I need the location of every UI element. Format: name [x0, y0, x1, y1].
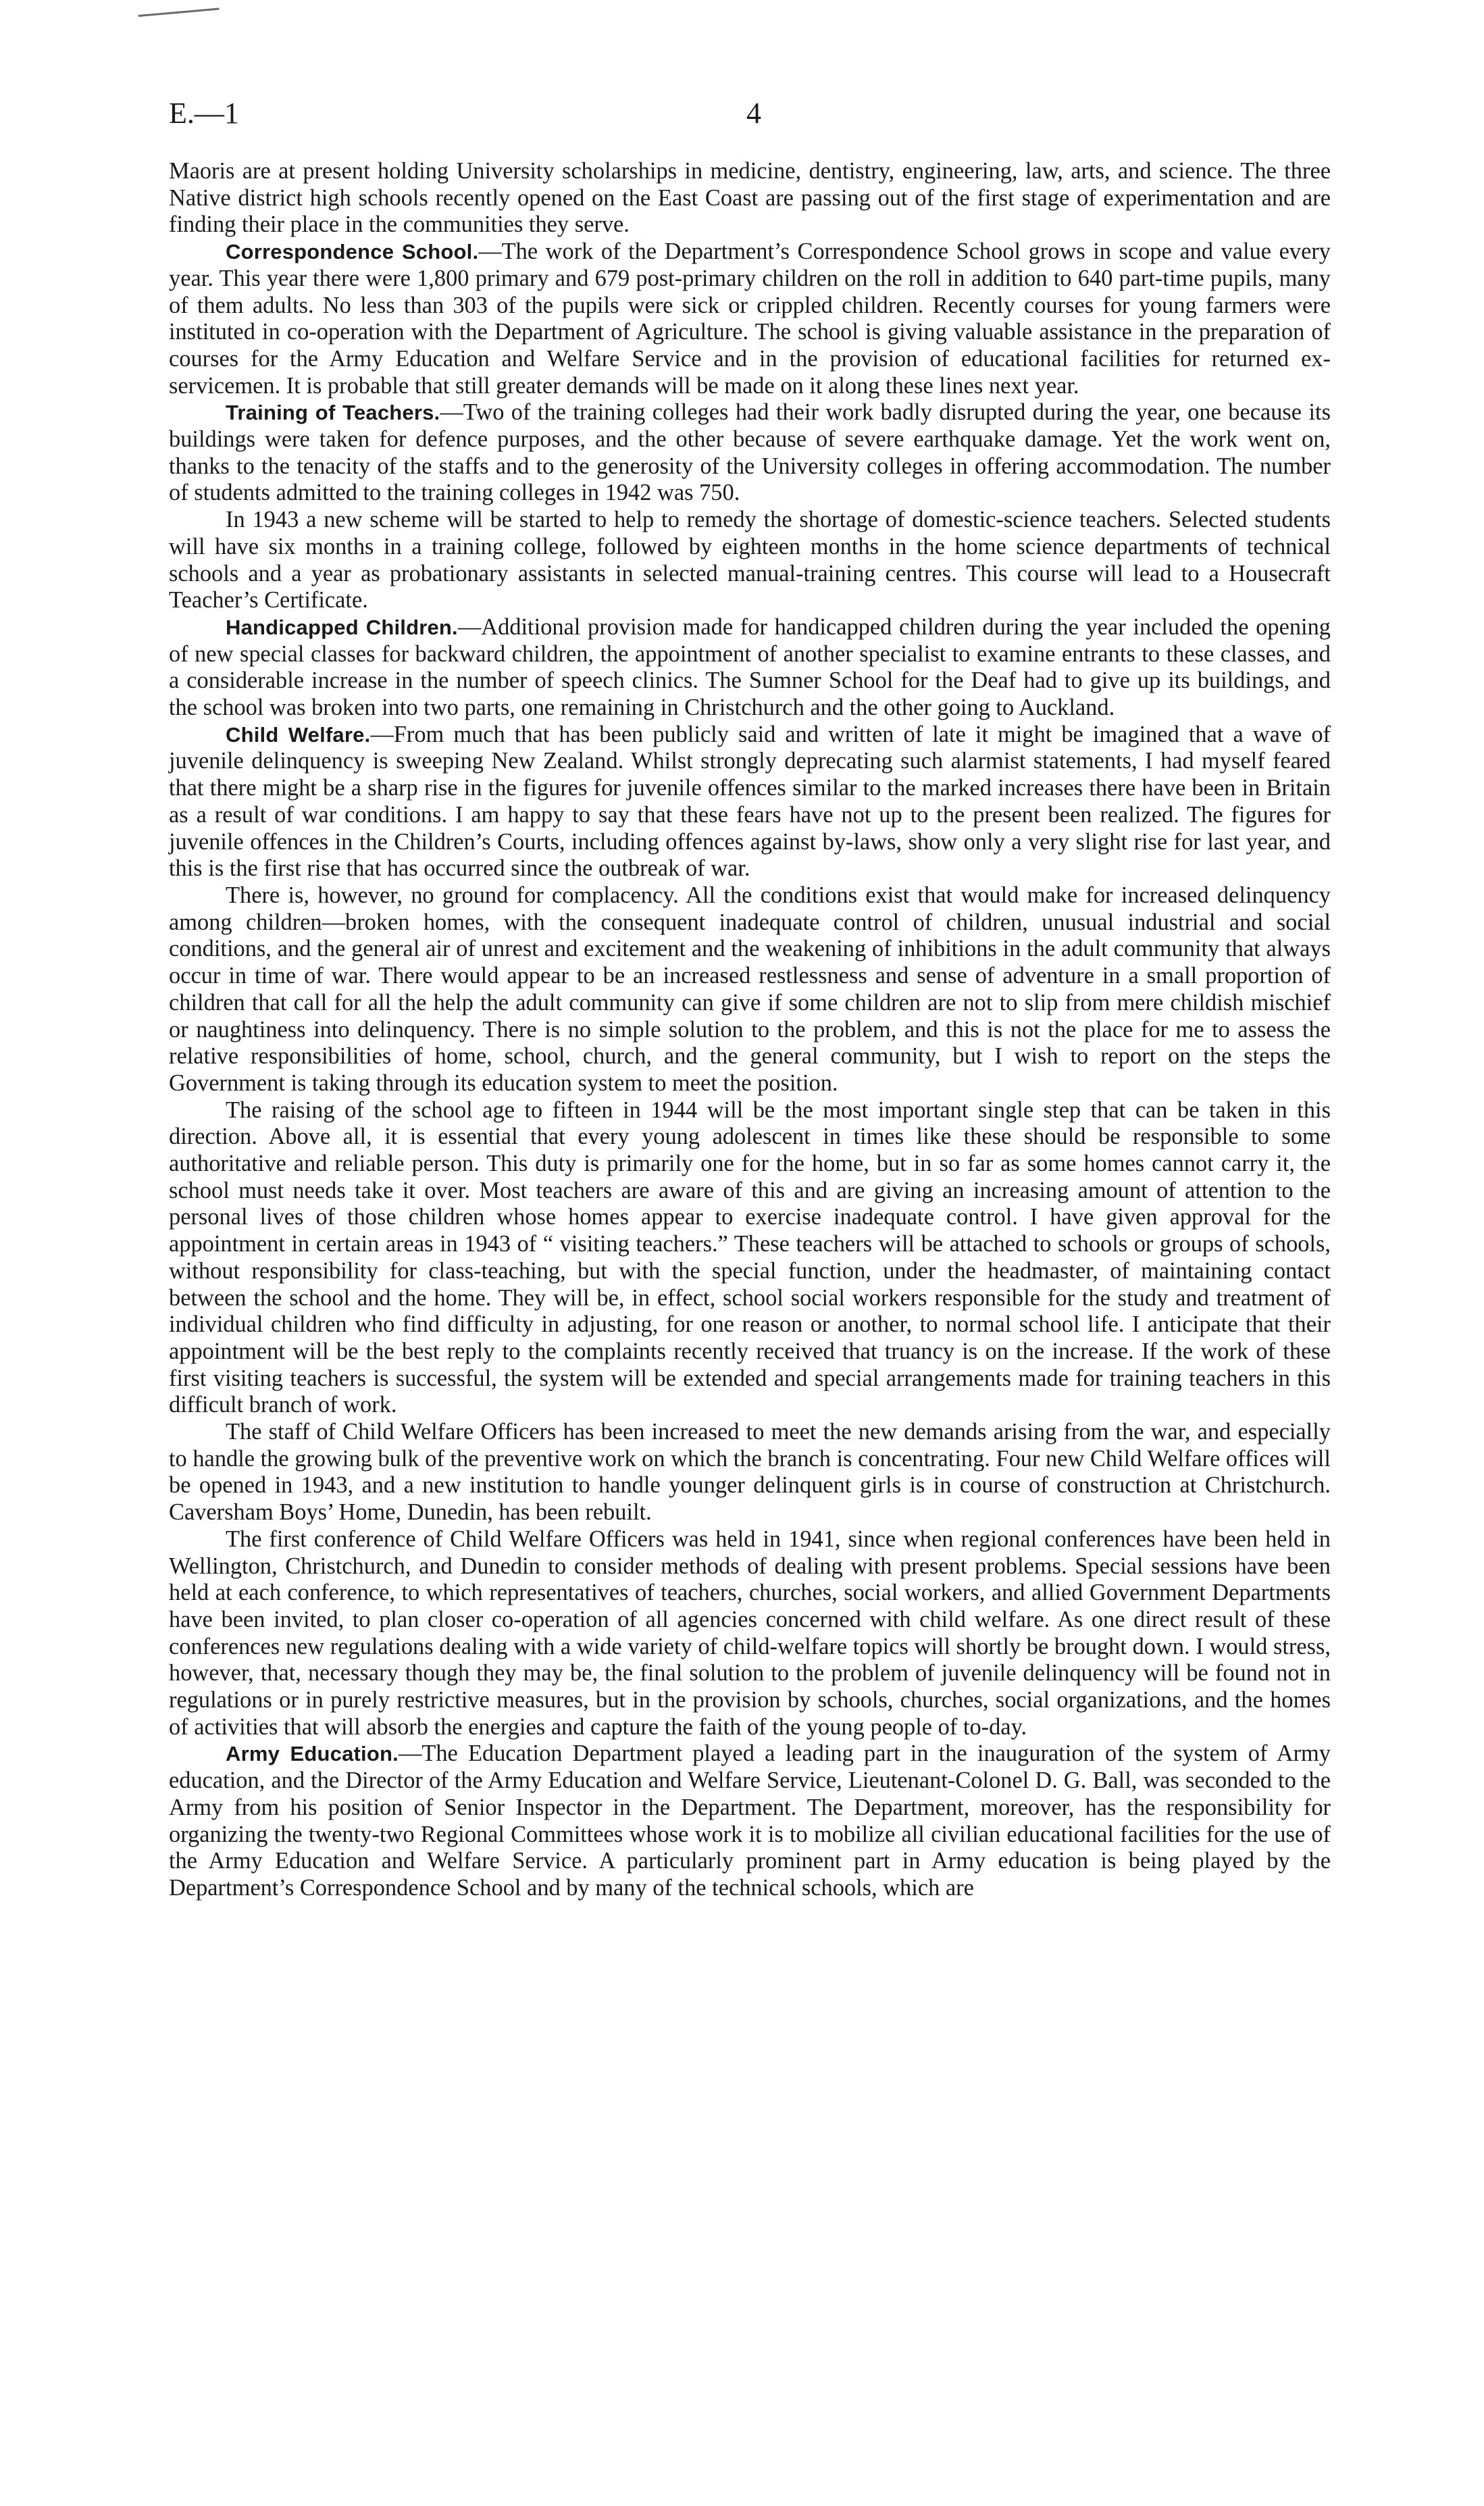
section-child-welfare	[169, 722, 1331, 882]
paragraph-text: The raising of the school age to fifteen in 1944 will be the most important single step that can be taken in this direction. Above all, it is essential that every young adolescent in times like these should be responsible to some authoritative and reliable person. This duty is primarily one for the home, but in so far as some homes cannot carry it, the school must needs take it over. Most teachers are aware of this and are giving an increasing amount of attention to the personal lives of those children whose homes appear to exercise inadequate control. I have given approval for the appointment in certain areas in 1943 of “ visiting teachers.” These teachers will be attached to schools or groups of schools, without responsibility for class-teaching, but with the special function, under the headmaster, of maintaining contact between the school and the home. They will be, in effect, school social workers responsible for the study and treatment of individual children who find difficulty in adjusting, for one reason or another, to normal school life. I anticipate that their appointment will be the best reply to the complaints recently received that truancy is on the increase. If the work of these first visiting teachers is successful, the system will be extended and special arrangements made for training teachers in this difficult branch of work.	[169, 1097, 1331, 1418]
document-body	[169, 158, 1331, 1902]
paragraph-text: There is, however, no ground for complacency. All the conditions exist that would make for increased delinquency among children—broken homes, with the consequent inadequate control of children, unusual industrial and social conditions, and the general air of unrest and excitement and the weakening of inhibitions in the adult community that always occur in time of war. There would appear to be an increased restlessness and sense of adventure in a small proportion of children that call for all the help the adult community can give if some children are not to slip from mere childish mischief or naughtiness into delinquency. There is no simple solution to the problem, and this is not the place for me to assess the relative responsibilities of home, school, church, and the general community, but I wish to report on the steps the Government is taking through its education system to meet the position.	[169, 882, 1331, 1096]
paragraph-text: Maoris are at present holding University scholarships in medicine, dentistry, engineering, law, arts, and science. The three Native district high schools recently opened on the East Coast are passing out of the first stage of experimentation and are finding their place in the communities they serve.	[169, 158, 1331, 238]
scan-mark	[137, 0, 219, 17]
section-heading: Army Education.	[226, 1742, 399, 1766]
paragraph-text: The first conference of Child Welfare Officers was held in 1941, since when regional conferences have been held in Wellington, Christchurch, and Dunedin to consider methods of dealing with present problems. Special sessions have been held at each conference, to which representatives of teachers, churches, social workers, and allied Government Departments have been invited, to plan closer co-operation of all agencies concerned with child welfare. As one direct result of these conferences new regulations dealing with a wide variety of child-welfare topics will shortly be brought down. I would stress, however, that, necessary though they may be, the final solution to the problem of juvenile delinquency will be found not in regulations or in purely restrictive measures, but in the provision by schools, churches, social organizations, and the homes of activities that will absorb the energies and capture the faith of the young people of to-day.	[169, 1526, 1331, 1740]
section-heading: Training of Teachers.	[226, 401, 440, 425]
page-reference: E.—1	[169, 97, 239, 130]
paragraph-text: —From much that has been publicly said and written of late it might be imagined that a wave of juvenile delinquency is sweeping New Zealand. Whilst strongly deprecating such alarmist statements, I had myself feared that there might be a sharp rise in the figures for juvenile offences similar to the marked increases there have been in Britain as a result of war conditions. I am happy to say that these fears have not up to the present been realized. The figures for juvenile offences in the Children’s Courts, including offences against by-laws, show only a very slight rise for last year, and this is the first rise that has occurred since the outbreak of war.	[169, 721, 1331, 882]
paragraph-text: —The work of the Department’s Correspondence School grows in scope and value every year. This year there were 1,800 primary and 679 post-primary children on the roll in addition to 640 part-time pupils, many of them adults. No less than 303 of the pupils were sick or crippled children. Recently courses for young farmers were instituted in co-operation with the Department of Agriculture. The school is giving valuable assistance in the preparation of courses for the Army Education and Welfare Service and in the provision of educational facilities for returned ex-servicemen. It is probable that still greater demands will be made on it along these lines next year.	[169, 239, 1331, 399]
paragraph-school-age	[169, 1097, 1331, 1419]
page-header	[169, 96, 1331, 136]
paragraph-text: —Two of the training colleges had their work badly disrupted during the year, one because its buildings were taken for defence purposes, and the other because of severe earthquake damage. Yet the work went on, thanks to the tenacity of the staffs and to the generosity of the University colleges in offering accommodation. The number of students admitted to the training colleges in 1942 was 750.	[169, 399, 1331, 506]
paragraph-text: In 1943 a new scheme will be started to help to remedy the shortage of domestic-science teachers. Selected students will have six months in a training college, followed by eighteen months in the home science departments of technical schools and a year as probationary assistants in selected manual-training centres. This course will lead to a Housecraft Teacher’s Certificate.	[169, 507, 1331, 613]
paragraph-text: The staff of Child Welfare Officers has been increased to meet the new demands arising from the war, and especially to handle the growing bulk of the preventive work on which the branch is concentrating. Four new Child Welfare offices will be opened in 1943, and a new institution to handle younger delinquent girls is in course of construction at Christchurch. Caversham Boys’ Home, Dunedin, has been rebuilt.	[169, 1419, 1331, 1526]
paragraph-welfare-officers	[169, 1419, 1331, 1526]
paragraph-conferences	[169, 1526, 1331, 1741]
section-heading: Child Welfare.	[226, 722, 371, 747]
section-correspondence-school	[169, 239, 1331, 399]
section-army-education	[169, 1740, 1331, 1901]
paragraph-complacency	[169, 882, 1331, 1097]
paragraph-maori-scholarships	[169, 158, 1331, 239]
page-number: 4	[746, 97, 761, 130]
paragraph-housecraft-scheme	[169, 507, 1331, 614]
section-heading: Correspondence School.	[226, 240, 479, 264]
section-training-of-teachers	[169, 399, 1331, 507]
paragraph-text: —The Education Department played a leading part in the inauguration of the system of Army education, and the Director of the Army Education and Welfare Service, Lieutenant-Colonel D. G. Ball, was seconded to the Army from his position of Senior Inspector in the Department. The Department, moreover, has the responsibility for organizing the twenty-two Regional Committees whose work it is to mobilize all civilian educational facilities for the use of the Army Education and Welfare Service. A particularly prominent part in Army education is being played by the Department’s Correspondence School and by many of the technical schools, which are	[169, 1740, 1331, 1901]
paragraph-text: —Additional provision made for handicapped children during the year included the opening of new special classes for backward children, the appointment of another specialist to examine entrants to these classes, and a considerable increase in the number of speech clinics. The Sumner School for the Deaf had to give up its buildings, and the school was broken into two parts, one remaining in Christchurch and the other going to Auckland.	[169, 613, 1331, 721]
section-heading: Handicapped Children.	[226, 615, 458, 639]
section-handicapped-children	[169, 614, 1331, 722]
